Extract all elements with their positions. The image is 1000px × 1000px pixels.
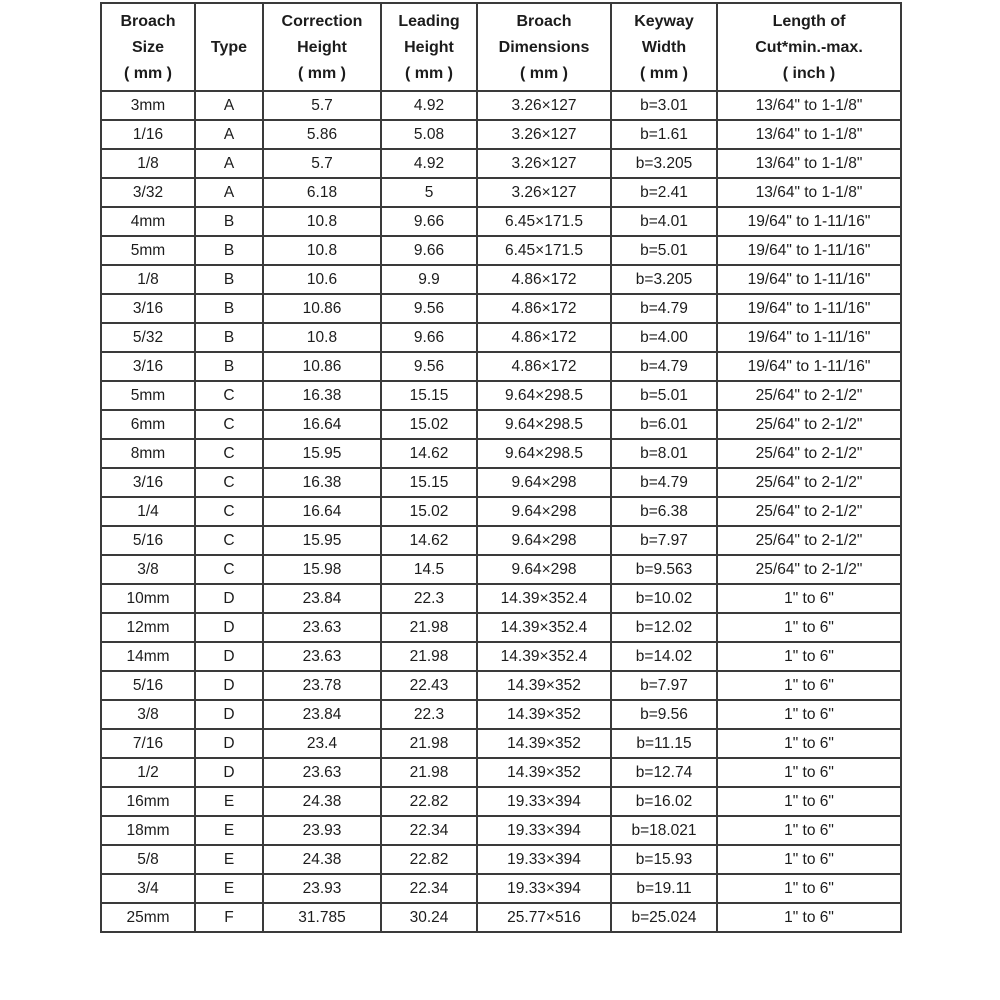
cell-broach-dimensions: 14.39×352 [477, 700, 611, 729]
cell-correction-height: 23.63 [263, 613, 381, 642]
cell-length-of-cut: 1" to 6" [717, 729, 901, 758]
cell-keyway-width: b=12.74 [611, 758, 717, 787]
cell-broach-dimensions: 4.86×172 [477, 323, 611, 352]
cell-length-of-cut: 1" to 6" [717, 758, 901, 787]
cell-leading-height: 4.92 [381, 149, 477, 178]
cell-keyway-width: b=4.79 [611, 294, 717, 323]
cell-correction-height: 24.38 [263, 787, 381, 816]
cell-keyway-width: b=9.563 [611, 555, 717, 584]
broach-spec-table [100, 2, 902, 933]
cell-keyway-width: b=25.024 [611, 903, 717, 932]
header-row [101, 3, 901, 91]
cell-length-of-cut: 19/64" to 1-11/16" [717, 352, 901, 381]
cell-type: B [195, 265, 263, 294]
cell-type: E [195, 845, 263, 874]
cell-correction-height: 23.63 [263, 758, 381, 787]
cell-broach-dimensions: 14.39×352.4 [477, 584, 611, 613]
cell-type: C [195, 410, 263, 439]
table-row [101, 323, 901, 352]
cell-broach-dimensions: 9.64×298.5 [477, 439, 611, 468]
cell-length-of-cut: 1" to 6" [717, 787, 901, 816]
table-row [101, 265, 901, 294]
cell-length-of-cut: 25/64" to 2-1/2" [717, 497, 901, 526]
cell-broach-size: 18mm [101, 816, 195, 845]
cell-correction-height: 16.38 [263, 468, 381, 497]
cell-broach-size: 3/16 [101, 352, 195, 381]
cell-broach-size: 10mm [101, 584, 195, 613]
cell-type: B [195, 207, 263, 236]
cell-broach-dimensions: 3.26×127 [477, 91, 611, 120]
cell-keyway-width: b=4.01 [611, 207, 717, 236]
cell-keyway-width: b=8.01 [611, 439, 717, 468]
cell-leading-height: 4.92 [381, 91, 477, 120]
cell-correction-height: 16.64 [263, 410, 381, 439]
cell-broach-dimensions: 3.26×127 [477, 120, 611, 149]
cell-type: C [195, 555, 263, 584]
cell-correction-height: 10.8 [263, 236, 381, 265]
table-row [101, 903, 901, 932]
cell-correction-height: 23.78 [263, 671, 381, 700]
cell-broach-dimensions: 14.39×352.4 [477, 642, 611, 671]
cell-broach-dimensions: 6.45×171.5 [477, 236, 611, 265]
table-row [101, 642, 901, 671]
cell-leading-height: 5.08 [381, 120, 477, 149]
header-line: Dimensions [498, 38, 590, 56]
cell-keyway-width: b=5.01 [611, 381, 717, 410]
cell-type: B [195, 294, 263, 323]
header-line: Size [131, 38, 164, 56]
cell-broach-dimensions: 4.86×172 [477, 265, 611, 294]
cell-keyway-width: b=16.02 [611, 787, 717, 816]
header-length-of-cut [717, 3, 901, 91]
cell-length-of-cut: 13/64" to 1-1/8" [717, 91, 901, 120]
cell-broach-size: 25mm [101, 903, 195, 932]
header-broach-dimensions [477, 3, 611, 91]
cell-broach-size: 3/8 [101, 555, 195, 584]
cell-length-of-cut: 25/64" to 2-1/2" [717, 526, 901, 555]
cell-type: A [195, 91, 263, 120]
cell-keyway-width: b=10.02 [611, 584, 717, 613]
cell-length-of-cut: 13/64" to 1-1/8" [717, 178, 901, 207]
table-row [101, 120, 901, 149]
header-type [195, 3, 263, 91]
cell-length-of-cut: 1" to 6" [717, 816, 901, 845]
cell-leading-height: 22.34 [381, 816, 477, 845]
header-line: Height [297, 38, 347, 56]
cell-length-of-cut: 25/64" to 2-1/2" [717, 410, 901, 439]
cell-keyway-width: b=4.00 [611, 323, 717, 352]
cell-leading-height: 15.15 [381, 468, 477, 497]
cell-broach-size: 16mm [101, 787, 195, 816]
header-line: ( mm ) [298, 64, 346, 82]
cell-broach-size: 3/32 [101, 178, 195, 207]
cell-leading-height: 14.5 [381, 555, 477, 584]
table-row [101, 700, 901, 729]
table-row [101, 555, 901, 584]
cell-correction-height: 23.84 [263, 700, 381, 729]
cell-type: D [195, 642, 263, 671]
cell-length-of-cut: 1" to 6" [717, 874, 901, 903]
cell-type: A [195, 120, 263, 149]
header-line [198, 12, 260, 31]
cell-broach-size: 5/16 [101, 671, 195, 700]
cell-leading-height: 15.15 [381, 381, 477, 410]
table-row [101, 410, 901, 439]
cell-leading-height: 9.66 [381, 236, 477, 265]
cell-leading-height: 22.34 [381, 874, 477, 903]
cell-leading-height: 9.66 [381, 323, 477, 352]
cell-broach-size: 1/4 [101, 497, 195, 526]
cell-length-of-cut: 25/64" to 2-1/2" [717, 439, 901, 468]
cell-broach-dimensions: 9.64×298.5 [477, 410, 611, 439]
cell-broach-size: 14mm [101, 642, 195, 671]
header-line: Leading [398, 12, 460, 30]
cell-broach-size: 1/16 [101, 120, 195, 149]
cell-correction-height: 10.6 [263, 265, 381, 294]
header-keyway-width [611, 3, 717, 91]
cell-keyway-width: b=6.01 [611, 410, 717, 439]
cell-broach-size: 5/32 [101, 323, 195, 352]
cell-correction-height: 6.18 [263, 178, 381, 207]
cell-correction-height: 5.7 [263, 91, 381, 120]
cell-broach-size: 8mm [101, 439, 195, 468]
cell-leading-height: 22.82 [381, 787, 477, 816]
cell-keyway-width: b=3.01 [611, 91, 717, 120]
header-line: Cut*min.-max. [755, 38, 863, 56]
table-row [101, 874, 901, 903]
cell-length-of-cut: 13/64" to 1-1/8" [717, 120, 901, 149]
cell-broach-dimensions: 14.39×352 [477, 671, 611, 700]
table-header [101, 3, 901, 91]
header-line: ( mm ) [405, 64, 453, 82]
table-row [101, 178, 901, 207]
cell-correction-height: 23.93 [263, 874, 381, 903]
cell-broach-size: 3/4 [101, 874, 195, 903]
cell-keyway-width: b=7.97 [611, 671, 717, 700]
cell-type: F [195, 903, 263, 932]
cell-broach-dimensions: 3.26×127 [477, 149, 611, 178]
header-leading-height [381, 3, 477, 91]
cell-type: A [195, 178, 263, 207]
cell-correction-height: 16.38 [263, 381, 381, 410]
cell-length-of-cut: 1" to 6" [717, 845, 901, 874]
cell-leading-height: 9.56 [381, 352, 477, 381]
cell-length-of-cut: 19/64" to 1-11/16" [717, 265, 901, 294]
header-line: Broach [120, 12, 176, 30]
cell-type: B [195, 236, 263, 265]
cell-keyway-width: b=2.41 [611, 178, 717, 207]
cell-broach-size: 5mm [101, 381, 195, 410]
cell-leading-height: 21.98 [381, 613, 477, 642]
cell-broach-dimensions: 4.86×172 [477, 352, 611, 381]
table-row [101, 613, 901, 642]
cell-type: D [195, 613, 263, 642]
table-row [101, 468, 901, 497]
cell-correction-height: 31.785 [263, 903, 381, 932]
cell-leading-height: 14.62 [381, 526, 477, 555]
cell-correction-height: 23.4 [263, 729, 381, 758]
cell-correction-height: 15.95 [263, 526, 381, 555]
cell-type: D [195, 729, 263, 758]
cell-broach-size: 3mm [101, 91, 195, 120]
header-line: Height [404, 38, 454, 56]
cell-broach-dimensions: 19.33×394 [477, 845, 611, 874]
cell-broach-size: 5mm [101, 236, 195, 265]
cell-correction-height: 15.98 [263, 555, 381, 584]
cell-broach-size: 3/8 [101, 700, 195, 729]
cell-length-of-cut: 25/64" to 2-1/2" [717, 468, 901, 497]
cell-correction-height: 23.63 [263, 642, 381, 671]
cell-broach-size: 5/8 [101, 845, 195, 874]
header-line: ( mm ) [640, 64, 688, 82]
header-line [198, 64, 260, 83]
cell-leading-height: 14.62 [381, 439, 477, 468]
cell-type: B [195, 352, 263, 381]
cell-leading-height: 22.3 [381, 584, 477, 613]
table-row [101, 497, 901, 526]
cell-correction-height: 5.86 [263, 120, 381, 149]
cell-type: D [195, 758, 263, 787]
cell-correction-height: 10.86 [263, 352, 381, 381]
cell-broach-dimensions: 3.26×127 [477, 178, 611, 207]
cell-broach-dimensions: 14.39×352 [477, 729, 611, 758]
cell-length-of-cut: 1" to 6" [717, 584, 901, 613]
cell-length-of-cut: 19/64" to 1-11/16" [717, 294, 901, 323]
cell-leading-height: 15.02 [381, 497, 477, 526]
cell-keyway-width: b=12.02 [611, 613, 717, 642]
cell-keyway-width: b=6.38 [611, 497, 717, 526]
cell-correction-height: 15.95 [263, 439, 381, 468]
cell-length-of-cut: 1" to 6" [717, 613, 901, 642]
cell-type: E [195, 787, 263, 816]
cell-keyway-width: b=3.205 [611, 265, 717, 294]
cell-length-of-cut: 25/64" to 2-1/2" [717, 555, 901, 584]
cell-length-of-cut: 25/64" to 2-1/2" [717, 381, 901, 410]
table-row [101, 294, 901, 323]
cell-type: C [195, 381, 263, 410]
cell-broach-dimensions: 9.64×298 [477, 497, 611, 526]
cell-length-of-cut: 1" to 6" [717, 903, 901, 932]
cell-leading-height: 21.98 [381, 642, 477, 671]
cell-type: D [195, 671, 263, 700]
cell-type: E [195, 874, 263, 903]
header-line: Broach [516, 12, 572, 30]
cell-correction-height: 24.38 [263, 845, 381, 874]
cell-broach-dimensions: 25.77×516 [477, 903, 611, 932]
header-line: Type [210, 38, 248, 56]
cell-keyway-width: b=5.01 [611, 236, 717, 265]
cell-broach-dimensions: 14.39×352.4 [477, 613, 611, 642]
cell-broach-dimensions: 14.39×352 [477, 758, 611, 787]
cell-broach-size: 3/16 [101, 294, 195, 323]
table-row [101, 91, 901, 120]
cell-keyway-width: b=4.79 [611, 352, 717, 381]
cell-type: D [195, 584, 263, 613]
cell-broach-size: 1/8 [101, 149, 195, 178]
cell-correction-height: 10.8 [263, 207, 381, 236]
cell-correction-height: 23.93 [263, 816, 381, 845]
header-correction-height [263, 3, 381, 91]
cell-leading-height: 9.66 [381, 207, 477, 236]
cell-keyway-width: b=4.79 [611, 468, 717, 497]
cell-broach-dimensions: 4.86×172 [477, 294, 611, 323]
table-row [101, 671, 901, 700]
cell-broach-size: 4mm [101, 207, 195, 236]
cell-correction-height: 23.84 [263, 584, 381, 613]
table-row [101, 526, 901, 555]
header-line: ( mm ) [124, 64, 172, 82]
cell-leading-height: 21.98 [381, 729, 477, 758]
cell-correction-height: 5.7 [263, 149, 381, 178]
cell-type: E [195, 816, 263, 845]
header-line: Width [641, 38, 687, 56]
table-row [101, 787, 901, 816]
cell-keyway-width: b=9.56 [611, 700, 717, 729]
cell-broach-dimensions: 9.64×298.5 [477, 381, 611, 410]
cell-broach-size: 6mm [101, 410, 195, 439]
cell-leading-height: 9.9 [381, 265, 477, 294]
cell-length-of-cut: 1" to 6" [717, 700, 901, 729]
cell-leading-height: 22.82 [381, 845, 477, 874]
table-row [101, 816, 901, 845]
table-body [101, 91, 901, 932]
cell-correction-height: 10.8 [263, 323, 381, 352]
cell-leading-height: 22.3 [381, 700, 477, 729]
cell-length-of-cut: 19/64" to 1-11/16" [717, 207, 901, 236]
table-row [101, 381, 901, 410]
cell-broach-size: 3/16 [101, 468, 195, 497]
table-row [101, 729, 901, 758]
cell-leading-height: 9.56 [381, 294, 477, 323]
cell-length-of-cut: 13/64" to 1-1/8" [717, 149, 901, 178]
cell-broach-dimensions: 19.33×394 [477, 874, 611, 903]
cell-broach-dimensions: 9.64×298 [477, 555, 611, 584]
cell-broach-size: 12mm [101, 613, 195, 642]
cell-leading-height: 21.98 [381, 758, 477, 787]
cell-keyway-width: b=1.61 [611, 120, 717, 149]
cell-type: B [195, 323, 263, 352]
table-row [101, 207, 901, 236]
cell-type: C [195, 497, 263, 526]
header-line: Correction [281, 12, 363, 30]
cell-broach-size: 1/8 [101, 265, 195, 294]
cell-leading-height: 5 [381, 178, 477, 207]
table-row [101, 758, 901, 787]
cell-keyway-width: b=7.97 [611, 526, 717, 555]
cell-correction-height: 10.86 [263, 294, 381, 323]
cell-keyway-width: b=18.021 [611, 816, 717, 845]
table-row [101, 584, 901, 613]
table-row [101, 149, 901, 178]
cell-broach-size: 5/16 [101, 526, 195, 555]
cell-broach-dimensions: 19.33×394 [477, 787, 611, 816]
cell-type: A [195, 149, 263, 178]
cell-keyway-width: b=11.15 [611, 729, 717, 758]
table-row [101, 236, 901, 265]
cell-length-of-cut: 19/64" to 1-11/16" [717, 323, 901, 352]
cell-broach-size: 7/16 [101, 729, 195, 758]
cell-broach-size: 1/2 [101, 758, 195, 787]
header-line: Keyway [634, 12, 694, 30]
header-broach-size [101, 3, 195, 91]
cell-leading-height: 30.24 [381, 903, 477, 932]
cell-type: D [195, 700, 263, 729]
cell-length-of-cut: 1" to 6" [717, 642, 901, 671]
cell-keyway-width: b=14.02 [611, 642, 717, 671]
cell-type: C [195, 468, 263, 497]
cell-type: C [195, 526, 263, 555]
table-row [101, 845, 901, 874]
cell-keyway-width: b=3.205 [611, 149, 717, 178]
header-line: ( inch ) [782, 64, 836, 82]
cell-type: C [195, 439, 263, 468]
cell-broach-dimensions: 19.33×394 [477, 816, 611, 845]
cell-leading-height: 22.43 [381, 671, 477, 700]
cell-keyway-width: b=19.11 [611, 874, 717, 903]
cell-length-of-cut: 19/64" to 1-11/16" [717, 236, 901, 265]
cell-broach-dimensions: 6.45×171.5 [477, 207, 611, 236]
header-line: Length of [772, 12, 846, 30]
table-row [101, 439, 901, 468]
cell-broach-dimensions: 9.64×298 [477, 468, 611, 497]
cell-correction-height: 16.64 [263, 497, 381, 526]
table-row [101, 352, 901, 381]
cell-broach-dimensions: 9.64×298 [477, 526, 611, 555]
header-line: ( mm ) [520, 64, 568, 82]
cell-keyway-width: b=15.93 [611, 845, 717, 874]
cell-length-of-cut: 1" to 6" [717, 671, 901, 700]
cell-leading-height: 15.02 [381, 410, 477, 439]
